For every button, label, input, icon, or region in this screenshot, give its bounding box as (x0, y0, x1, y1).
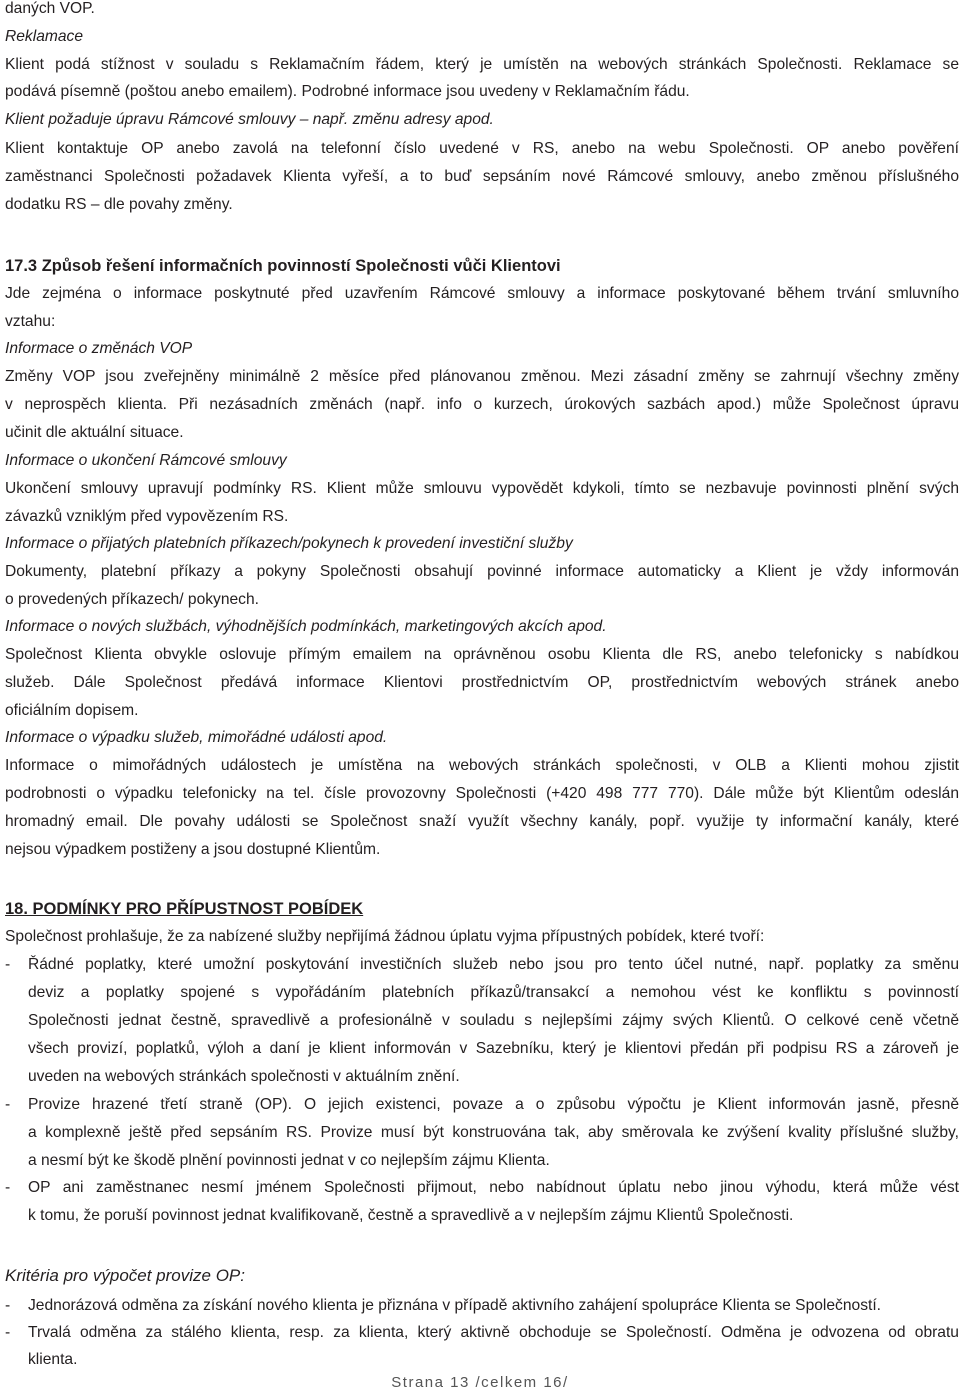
list-dash: - (5, 1324, 11, 1341)
text-line: nejsou výpadkem postiženy a jsou dostupné Klientům. (5, 841, 381, 858)
text-line: o provedených příkazech/ pokynech. (5, 591, 259, 608)
list-item-line: k tomu, že poruší povinnost jednat kvalifikovaně, čestně a spravedlivě a v nejlepším zájmu Klientů Společnosti. (28, 1207, 794, 1224)
list-item-line: Jednorázová odměna za získání nového klienta je přiznána v případě aktivního zahájení spolupráce Klienta se Společností. (28, 1297, 881, 1314)
text-line: podává písemně (poštou anebo emailem). Podrobné informace jsou uvedeny v Reklamačním řádu. (5, 83, 690, 100)
text-line: Jde zejména o informace poskytnuté před uzavřením Rámcové smlouvy a informace poskytované během trvání smluvního (5, 285, 959, 302)
list-item-line: klienta. (28, 1351, 78, 1368)
section-heading-18: 18. PODMÍNKY PRO PŘÍPUSTNOST POBÍDEK (5, 900, 364, 918)
list-item-line: Společnosti jednat čestně, spravedlivě a profesionálně v souladu s nejlepšími zájmy svých Klientů. O celkové ceně včetně (28, 1012, 959, 1029)
text-line: Společnost Klienta obvykle oslovuje přímým emailem na oprávněnou osobu Klienta dle RS, anebo telefonicky s nabídkou (5, 646, 959, 663)
text-line: zaměstnanci Společnosti požadavek Klienta vyřeší, a to buď sepsáním nové Rámcové smlouvy, anebo změnou příslušného (5, 168, 959, 185)
text-line: Změny VOP jsou zveřejněny minimálně 2 měsíce před plánovanou změnou. Mezi zásadní změny se zahrnují všechny změny (5, 368, 959, 385)
subheading: Informace o výpadku služeb, mimořádné události apod. (5, 729, 388, 746)
list-item-line: Provize hrazené třetí straně (OP). O jejich existenci, povaze a o způsobu výpočtu je Klient informován jasně, přesně (28, 1096, 959, 1113)
text-line: Informace o mimořádných událostech je umístěna na webových stránkách společnosti, v OLB a Klienti mohou zjistit (5, 757, 959, 774)
text-line: služeb. Dále Společnost předává informace Klientovi prostřednictvím OP, prostřednictvím webových stránek anebo (5, 674, 959, 691)
text-line: Ukončení smlouvy upravují podmínky RS. Klient může smlouvu vypovědět kdykoli, tímto se nezbavuje povinnosti plnění svých (5, 480, 959, 497)
text-line: oficiálním dopisem. (5, 702, 139, 719)
list-item-line: OP ani zaměstnanec nesmí jménem Společnosti přijmout, nebo nabídnout úplatu nebo jinou výhodu, která může vést (28, 1179, 959, 1196)
list-dash: - (5, 956, 11, 973)
subheading-kriteria: Kritéria pro výpočet provize OP: (5, 1266, 245, 1285)
text-line: Klient kontaktuje OP anebo zavolá na telefonní číslo uvedené v RS, anebo na webu Společnosti. OP anebo pověření (5, 140, 959, 157)
list-item-line: deviz a poplatky spojené s vypořádáním platebních příkazů/transakcí a nemohou vést ke konfliktu s povinností (28, 984, 959, 1001)
text-line: dodatku RS – dle povahy změny. (5, 196, 233, 213)
text-line: vztahu: (5, 313, 56, 330)
list-item-line: a nesmí být ke škodě plnění povinnosti jednat v co nejlepším zájmu Klienta. (28, 1152, 550, 1169)
subheading: Informace o ukončení Rámcové smlouvy (5, 452, 287, 469)
subheading: Klient požaduje úpravu Rámcové smlouvy – např. změnu adresy apod. (5, 111, 494, 128)
page-footer: Strana 13 /celkem 16/ (391, 1374, 569, 1391)
list-item-line: Řádné poplatky, které umožní poskytování investičních služeb nebo jsou pro tento účel nutné, např. poplatky za směnu (28, 956, 959, 973)
text-line: Dokumenty, platební příkazy a pokyny Společnosti obsahují povinné informace automaticky a Klient je vždy informován (5, 563, 959, 580)
list-item-line: a komplexně ještě před sepsáním RS. Provize musí být konstruována tak, aby směrovala ke zvýšení kvality příslušné služby, (28, 1124, 959, 1141)
text-line: závazků vzniklým před vypovězením RS. (5, 508, 289, 525)
subheading: Informace o nových službách, výhodnějších podmínkách, marketingových akcích apod. (5, 618, 607, 635)
text-line: v neprospěch klienta. Při nezásadních změnách (např. info o kurzech, úrokových sazbách apod.) může Společnost úpravu (5, 396, 959, 413)
list-dash: - (5, 1179, 11, 1196)
text-line: Klient podá stížnost v souladu s Reklamačním řádem, který je umístěn na webových stránkách Společnosti. Reklamace se (5, 56, 959, 73)
subheading-reklamace: Reklamace (5, 28, 83, 45)
text-line: podrobnosti o výpadku telefonicky na tel. čísle provozovny Společnosti (+420 498 777 770). Dále může být Klientům odeslán (5, 785, 959, 802)
text-line: daných VOP. (5, 0, 95, 17)
list-dash: - (5, 1297, 11, 1314)
section-heading-17-3: 17.3 Způsob řešení informačních povinností Společnosti vůči Klientovi (5, 257, 561, 275)
subheading: Informace o změnách VOP (5, 340, 193, 357)
text-line: učinit dle aktuální situace. (5, 424, 184, 441)
subheading: Informace o přijatých platebních příkazech/pokynech k provedení investiční služby (5, 535, 573, 552)
list-item-line: Trvalá odměna za stálého klienta, resp. za klienta, který aktivně obchoduje se Společností. Odměna je odvozena od obratu (28, 1324, 959, 1341)
list-dash: - (5, 1096, 11, 1113)
list-item-line: uveden na webových stránkách společnosti v aktuálním znění. (28, 1068, 460, 1085)
text-line: hromadný email. Dle povahy události se Společnost snaží využít všechny kanály, popř. využije ty informační kanály, které (5, 813, 959, 830)
list-item-line: všech provizí, poplatků, výloh a daní je klient informován v Sazebníku, který je klientovi předán při podpisu RS a zároveň je (28, 1040, 959, 1057)
text-line: Společnost prohlašuje, že za nabízené služby nepřijímá žádnou úplatu vyjma přípustných pobídek, které tvoří: (5, 928, 765, 945)
